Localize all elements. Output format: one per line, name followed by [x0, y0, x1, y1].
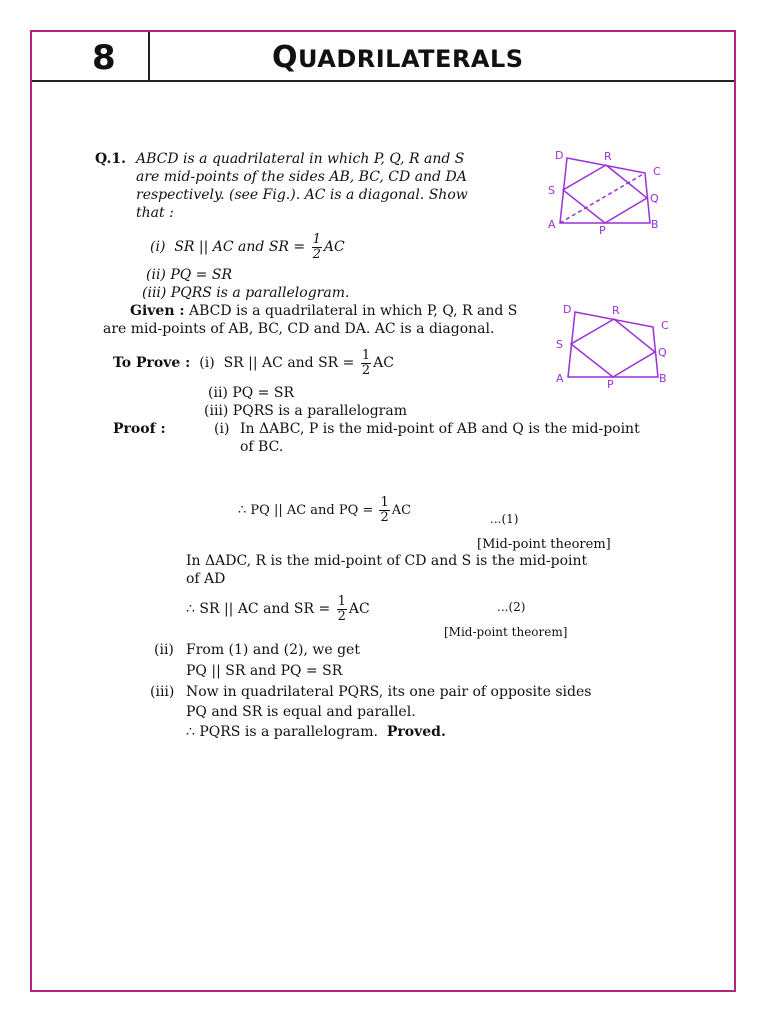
equation-1-ref: ...(1)	[490, 512, 519, 526]
to-prove-label: To Prove :	[113, 355, 191, 371]
quadrilateral-figure-2	[553, 302, 678, 388]
proof-i-num: (i)	[214, 421, 230, 437]
question-line-3: respectively. (see Fig.). AC is a diagonal. Show	[136, 187, 468, 203]
question-part-i	[150, 232, 345, 262]
proof-iii-line-1: Now in quadrilateral PQRS, its one pair of opposite sides	[186, 684, 592, 700]
header-divider	[32, 80, 734, 82]
adc-line-1: In ΔADC, R is the mid-point of CD and S is the mid-point	[186, 553, 588, 569]
equation-1-reason: [Mid-point theorem]	[477, 537, 611, 552]
question-part-i-text: SR || AC and SR =	[174, 239, 306, 255]
equation-2	[186, 594, 370, 624]
given-line-1	[130, 302, 517, 320]
question-line-2: are mid-points of the sides AB, BC, CD and DA	[136, 169, 467, 185]
vertex-label-d: D	[563, 303, 572, 316]
vertex-label-s: S	[548, 184, 555, 197]
adc-line-2: of AD	[186, 571, 226, 587]
proof-i-line-1: In ΔABC, P is the mid-point of AB and Q is the mid-point	[240, 421, 640, 437]
vertex-label-c: C	[653, 165, 661, 178]
to-prove-i	[113, 348, 394, 378]
proof-ii-num: (ii)	[154, 642, 174, 658]
vertex-label-p: P	[607, 378, 614, 388]
vertex-label-r: R	[604, 150, 612, 163]
question-part-ii: (ii) PQ = SR	[146, 267, 232, 283]
equation-2-text: ∴ SR || AC and SR =	[186, 601, 331, 617]
vertex-label-a: A	[556, 372, 564, 385]
proved-label: Proved.	[386, 724, 446, 740]
vertex-label-d: D	[555, 149, 564, 162]
proof-conclusion: ∴ PQRS is a parallelogram.	[186, 724, 378, 740]
equation-2-reason: [Mid-point theorem]	[444, 625, 568, 639]
to-prove-iii: (iii) PQRS is a parallelogram	[204, 403, 407, 419]
proof-ii-line-2: PQ || SR and PQ = SR	[186, 663, 343, 679]
half-fraction: $\frac{1}{2}$	[380, 495, 389, 525]
question-part-i-after: AC	[323, 239, 345, 255]
vertex-label-q: Q	[650, 192, 659, 205]
vertex-label-q: Q	[658, 346, 667, 359]
proof-ii-line-1: From (1) and (2), we get	[186, 642, 360, 658]
proof-iii-line-3	[186, 723, 446, 741]
vertex-label-r: R	[612, 304, 620, 317]
to-prove-i-text: SR || AC and SR =	[223, 355, 355, 371]
equation-1-text: ∴ PQ || AC and PQ =	[238, 503, 374, 518]
header-separator	[148, 32, 150, 82]
vertex-label-p: P	[599, 224, 606, 234]
proof-iii-num: (iii)	[150, 684, 175, 700]
chapter-number: 8	[92, 38, 116, 78]
half-fraction: $\frac{1}{2}$	[337, 593, 346, 624]
equation-2-after: AC	[348, 601, 370, 617]
quadrilateral-figure-1	[545, 148, 670, 234]
half-fraction: $\frac{1}{2}$	[361, 347, 371, 378]
question-label: Q.1.	[95, 151, 126, 167]
to-prove-i-after: AC	[373, 355, 394, 371]
question-line-1: ABCD is a quadrilateral in which P, Q, R and S	[136, 151, 465, 167]
vertex-label-b: B	[651, 218, 659, 231]
to-prove-i-num: (i)	[199, 355, 215, 371]
equation-2-ref: ...(2)	[497, 600, 526, 614]
vertex-label-s: S	[556, 338, 563, 351]
equation-1-after: AC	[391, 503, 412, 518]
question-part-iii: (iii) PQRS is a parallelogram.	[142, 285, 350, 301]
proof-label: Proof :	[113, 421, 166, 437]
given-label: Given :	[130, 303, 185, 319]
question-line-4: that :	[136, 205, 174, 221]
half-fraction: $\frac{1}{2}$	[312, 231, 321, 262]
given-line-2: are mid-points of AB, BC, CD and DA. AC is a diagonal.	[103, 321, 495, 337]
equation-1	[238, 496, 411, 526]
chapter-title-initial: Q	[272, 40, 299, 75]
proof-i-line-2: of BC.	[240, 439, 284, 455]
vertex-label-b: B	[659, 372, 667, 385]
chapter-title-rest: UADRILATERALS	[298, 45, 524, 73]
quadrilateral-pqrs	[571, 319, 655, 377]
given-text-1: ABCD is a quadrilateral in which P, Q, R and S	[184, 303, 518, 319]
vertex-label-c: C	[661, 319, 669, 332]
proof-iii-line-2: PQ and SR is equal and parallel.	[186, 704, 416, 720]
question-part-i-num: (i)	[150, 239, 166, 255]
vertex-label-a: A	[548, 218, 556, 231]
to-prove-ii: (ii) PQ = SR	[208, 385, 294, 401]
chapter-title	[272, 40, 524, 75]
